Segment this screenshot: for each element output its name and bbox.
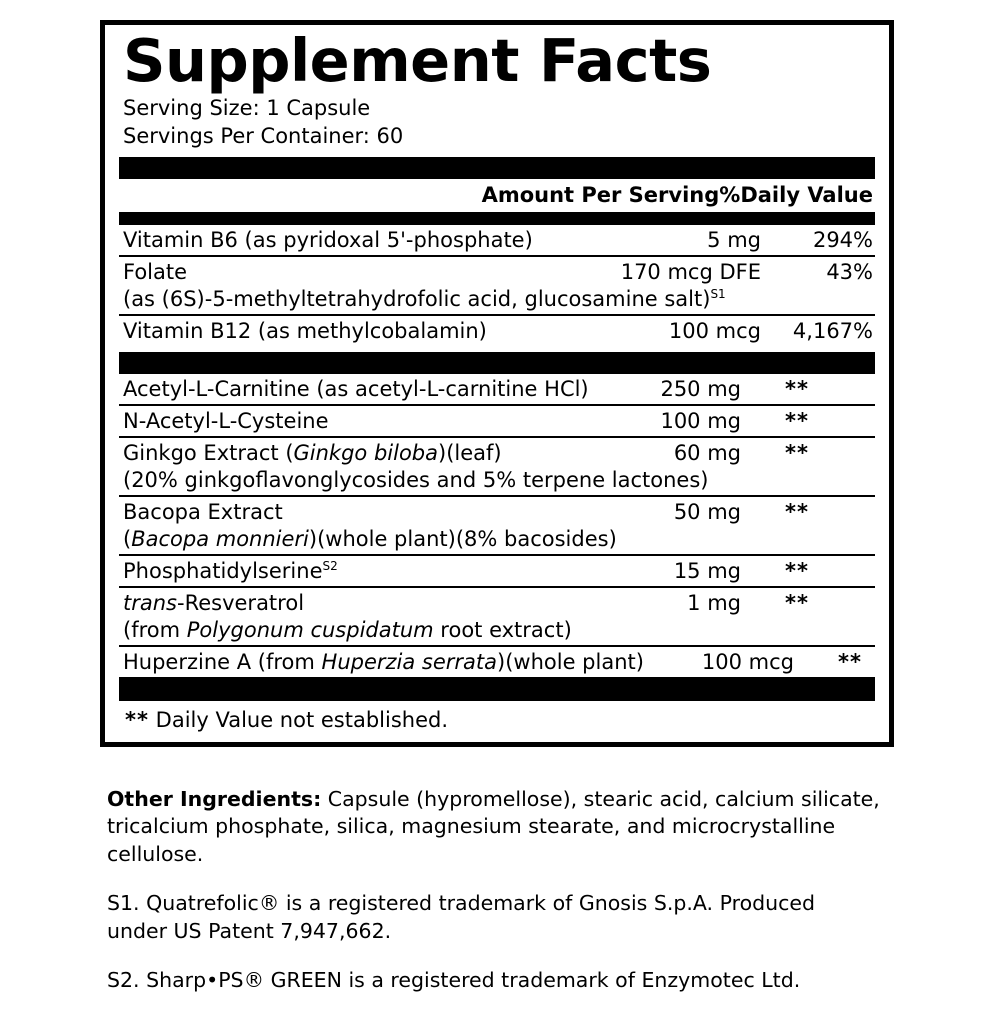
footnote-s1-line2: under US Patent 7,947,662. — [107, 918, 392, 943]
nutrient-amount: 5 mg — [707, 227, 761, 252]
nutrient-dv: ** — [837, 649, 862, 674]
table-row — [119, 647, 875, 677]
footnote-s2 — [107, 967, 907, 994]
header-amount-per-serving: Amount Per Serving — [481, 182, 720, 207]
nutrient-dv: ** — [785, 376, 809, 401]
table-row — [119, 225, 875, 255]
nutrient-dv: ** — [785, 440, 809, 465]
nutrient-dv: ** — [785, 499, 809, 524]
nutrient-dv: ** — [785, 558, 809, 583]
table-row — [119, 406, 875, 436]
nutrient-subline — [119, 527, 875, 554]
nutrient-dv: ** — [785, 590, 809, 615]
nutrient-amount: 100 mcg — [668, 318, 761, 343]
footnote-s1 — [107, 890, 907, 945]
nutrient-dv: ** — [785, 408, 809, 433]
nutrient-name-latin: Ginkgo biloba — [293, 440, 438, 465]
header-daily-value: %Daily Value — [719, 182, 873, 207]
nutrient-name-latin: Huperzia serrata — [321, 649, 498, 674]
footnote-s1-line1: S1. Quatrefolic® is a registered trademark of Gnosis S.p.A. Produced — [107, 891, 816, 916]
nutrient-subline: (20% ginkgoflavonglycosides and 5% terpene lactones) — [123, 467, 709, 492]
nutrient-name — [119, 591, 591, 615]
table-row — [119, 316, 875, 346]
below-panel-notes — [107, 786, 907, 1017]
nutrient-subline-pre: ( — [123, 526, 132, 551]
nutrient-name-post: )(leaf) — [438, 440, 502, 465]
nutrient-subline-post: root extract) — [433, 617, 572, 642]
supplement-facts-panel — [100, 20, 894, 747]
nutrient-amount: 100 mcg — [701, 649, 794, 674]
serving-size: Serving Size: 1 Capsule — [123, 96, 371, 121]
nutrient-subline-pre: (from — [123, 617, 187, 642]
nutrient-name-post: )(whole plant) — [497, 649, 644, 674]
divider-medium-1 — [119, 212, 875, 225]
other-ingredients-label: Other Ingredients: — [107, 787, 322, 811]
column-headers — [119, 179, 875, 212]
nutrient-amount: 50 mg — [673, 499, 741, 524]
nutrient-subline — [119, 618, 875, 645]
other-ingredients-line1: Capsule (hypromellose), stearic acid, calcium silicate, — [321, 787, 880, 811]
nutrient-name: Folate — [123, 259, 188, 284]
nutrient-name-text: Phosphatidylserine — [123, 558, 323, 583]
nutrient-name: Vitamin B6 (as pyridoxal 5'-phosphate) — [123, 227, 533, 252]
servings-per-container: Servings Per Container: 60 — [123, 123, 404, 148]
nutrient-name: Vitamin B12 (as methylcobalamin) — [123, 318, 487, 343]
nutrient-amount: 1 mg — [687, 590, 741, 615]
nutrient-amount: 60 mg — [673, 440, 741, 465]
nutrient-name — [119, 650, 644, 674]
nutrient-name-post: -Resveratrol — [177, 590, 305, 615]
nutrient-dv: 43% — [826, 259, 873, 284]
nutrient-subline-post: )(whole plant)(8% bacosides) — [308, 526, 617, 551]
nutrient-subline — [119, 287, 875, 314]
nutrient-subline-latin: Bacopa monnieri — [131, 526, 309, 551]
nutrient-name — [119, 559, 591, 583]
table-row — [119, 438, 875, 468]
nutrient-dv: 4,167% — [792, 318, 873, 343]
nutrient-amount: 100 mg — [660, 408, 741, 433]
daily-value-footnote — [119, 701, 875, 734]
table-row — [119, 588, 875, 618]
nutrient-subline-latin: Polygonum cuspidatum — [186, 617, 434, 642]
table-row — [119, 556, 875, 586]
table-row — [119, 497, 875, 527]
divider-thick-mid — [119, 352, 875, 374]
nutrient-name: Acetyl-L-Carnitine (as acetyl-L-carnitine HCl) — [123, 376, 589, 401]
footnote-stars: ** — [125, 707, 149, 732]
footnote-s2-line1: S2. Sharp•PS® GREEN is a registered trademark of Enzymotec Ltd. — [107, 968, 801, 993]
nutrient-dv: 294% — [812, 227, 873, 252]
nutrient-name-pre: Huperzine A (from — [123, 649, 322, 674]
divider-thick-top — [119, 157, 875, 179]
nutrient-name-prefix-italic: trans — [123, 590, 177, 615]
nutrient-name: N-Acetyl-L-Cysteine — [123, 408, 329, 433]
footnote-text: Daily Value not established. — [155, 707, 449, 732]
footnote-ref-s2: S2 — [322, 558, 338, 573]
nutrient-name — [119, 441, 591, 465]
other-ingredients-line2: tricalcium phosphate, silica, magnesium stearate, and microcrystalline cellulose. — [107, 814, 836, 866]
nutrient-subline-text: (as (6S)-5-methyltetrahydrofolic acid, glucosamine salt) — [123, 286, 711, 311]
table-row — [119, 374, 875, 404]
other-ingredients — [107, 786, 907, 868]
footnote-ref-s1: S1 — [710, 286, 726, 301]
panel-title: Supplement Facts — [123, 26, 712, 95]
table-row — [119, 257, 875, 287]
divider-thick-bottom — [119, 677, 875, 701]
nutrient-name: Bacopa Extract — [123, 499, 283, 524]
nutrient-name-pre: Ginkgo Extract ( — [123, 440, 294, 465]
nutrient-amount: 170 mcg DFE — [620, 259, 761, 284]
nutrient-amount: 15 mg — [673, 558, 741, 583]
nutrient-amount: 250 mg — [660, 376, 741, 401]
